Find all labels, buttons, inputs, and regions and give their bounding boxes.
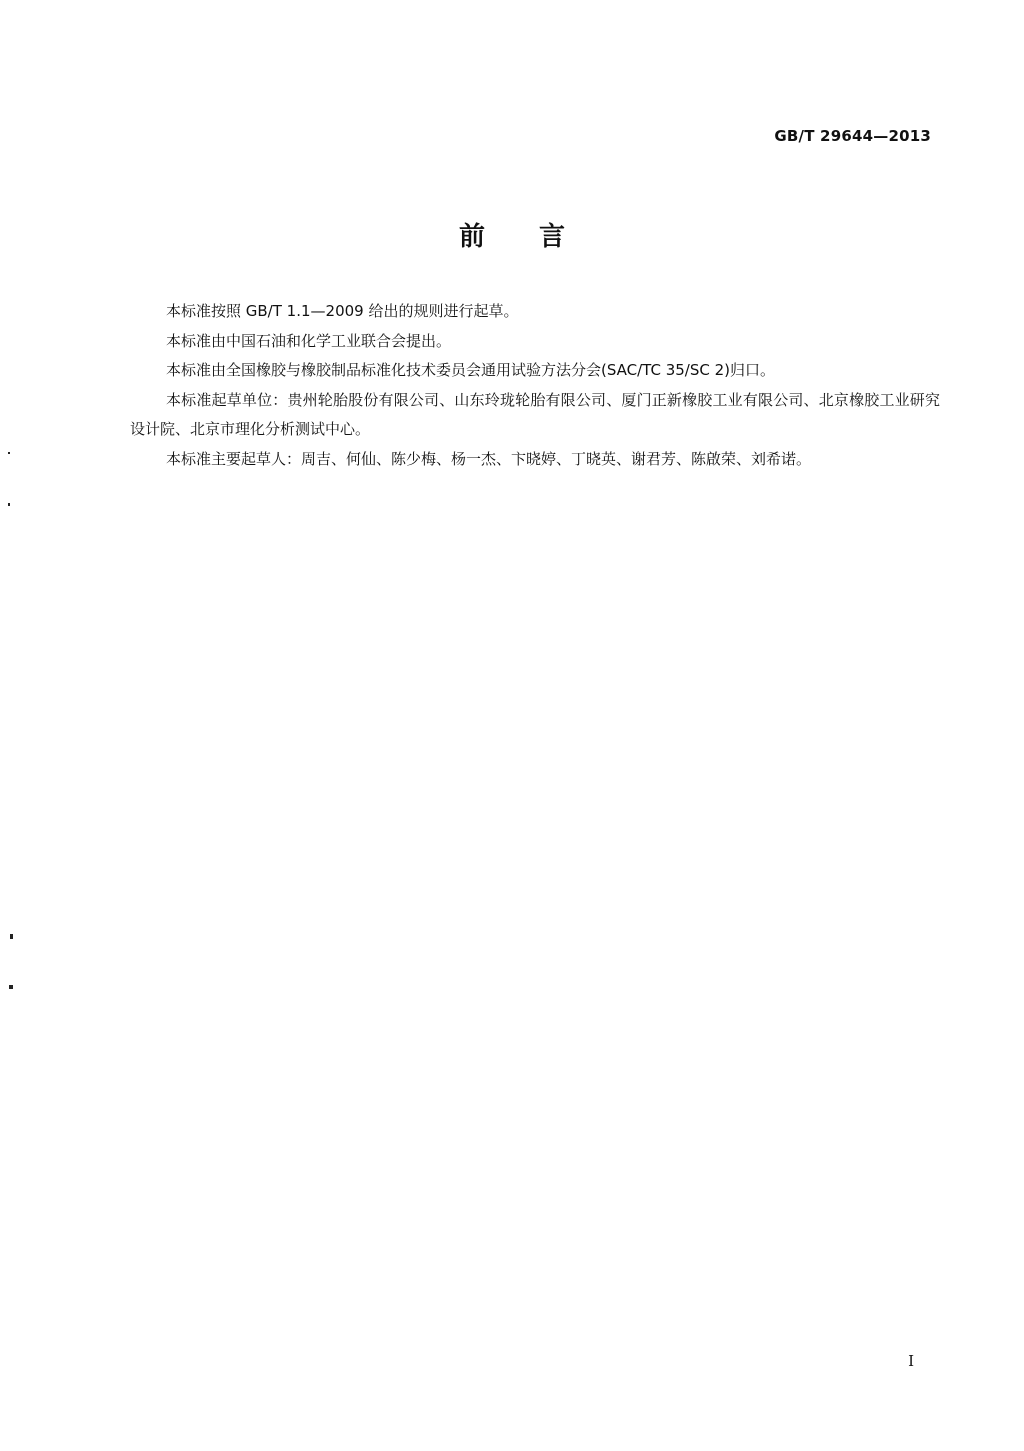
paragraph-drafters: 本标准主要起草人：周吉、何仙、陈少梅、杨一杰、卞晓婷、丁晓英、谢君芳、陈啟荣、刘希诺。	[166, 449, 812, 468]
standard-code: GB/T 29644—2013	[774, 127, 931, 145]
paragraph-proposer: 本标准由中国石油和化学工业联合会提出。	[166, 331, 452, 350]
paragraph-administration: 本标准由全国橡胶与橡胶制品标准化技术委员会通用试验方法分会(SAC/TC 35/SC 2)归口。	[166, 361, 776, 379]
scan-speck	[10, 934, 13, 939]
title-char-2: 言	[539, 222, 566, 252]
title-char-1: 前	[458, 222, 485, 252]
scan-speck	[8, 503, 10, 506]
scan-speck	[8, 452, 10, 454]
paragraph-drafting-units: 本标准起草单位：贵州轮胎股份有限公司、山东玲珑轮胎有限公司、厦门正新橡胶工业有限公司、北京橡胶工业研究设计院、北京市理化分析测试中心。	[130, 390, 940, 438]
scan-speck	[9, 985, 13, 989]
foreword-body	[130, 297, 940, 474]
page-number: I	[908, 1352, 914, 1370]
paragraph-drafting-rules: 本标准按照 GB/T 1.1—2009 给出的规则进行起草。	[166, 302, 519, 320]
page-title	[0, 216, 1024, 253]
